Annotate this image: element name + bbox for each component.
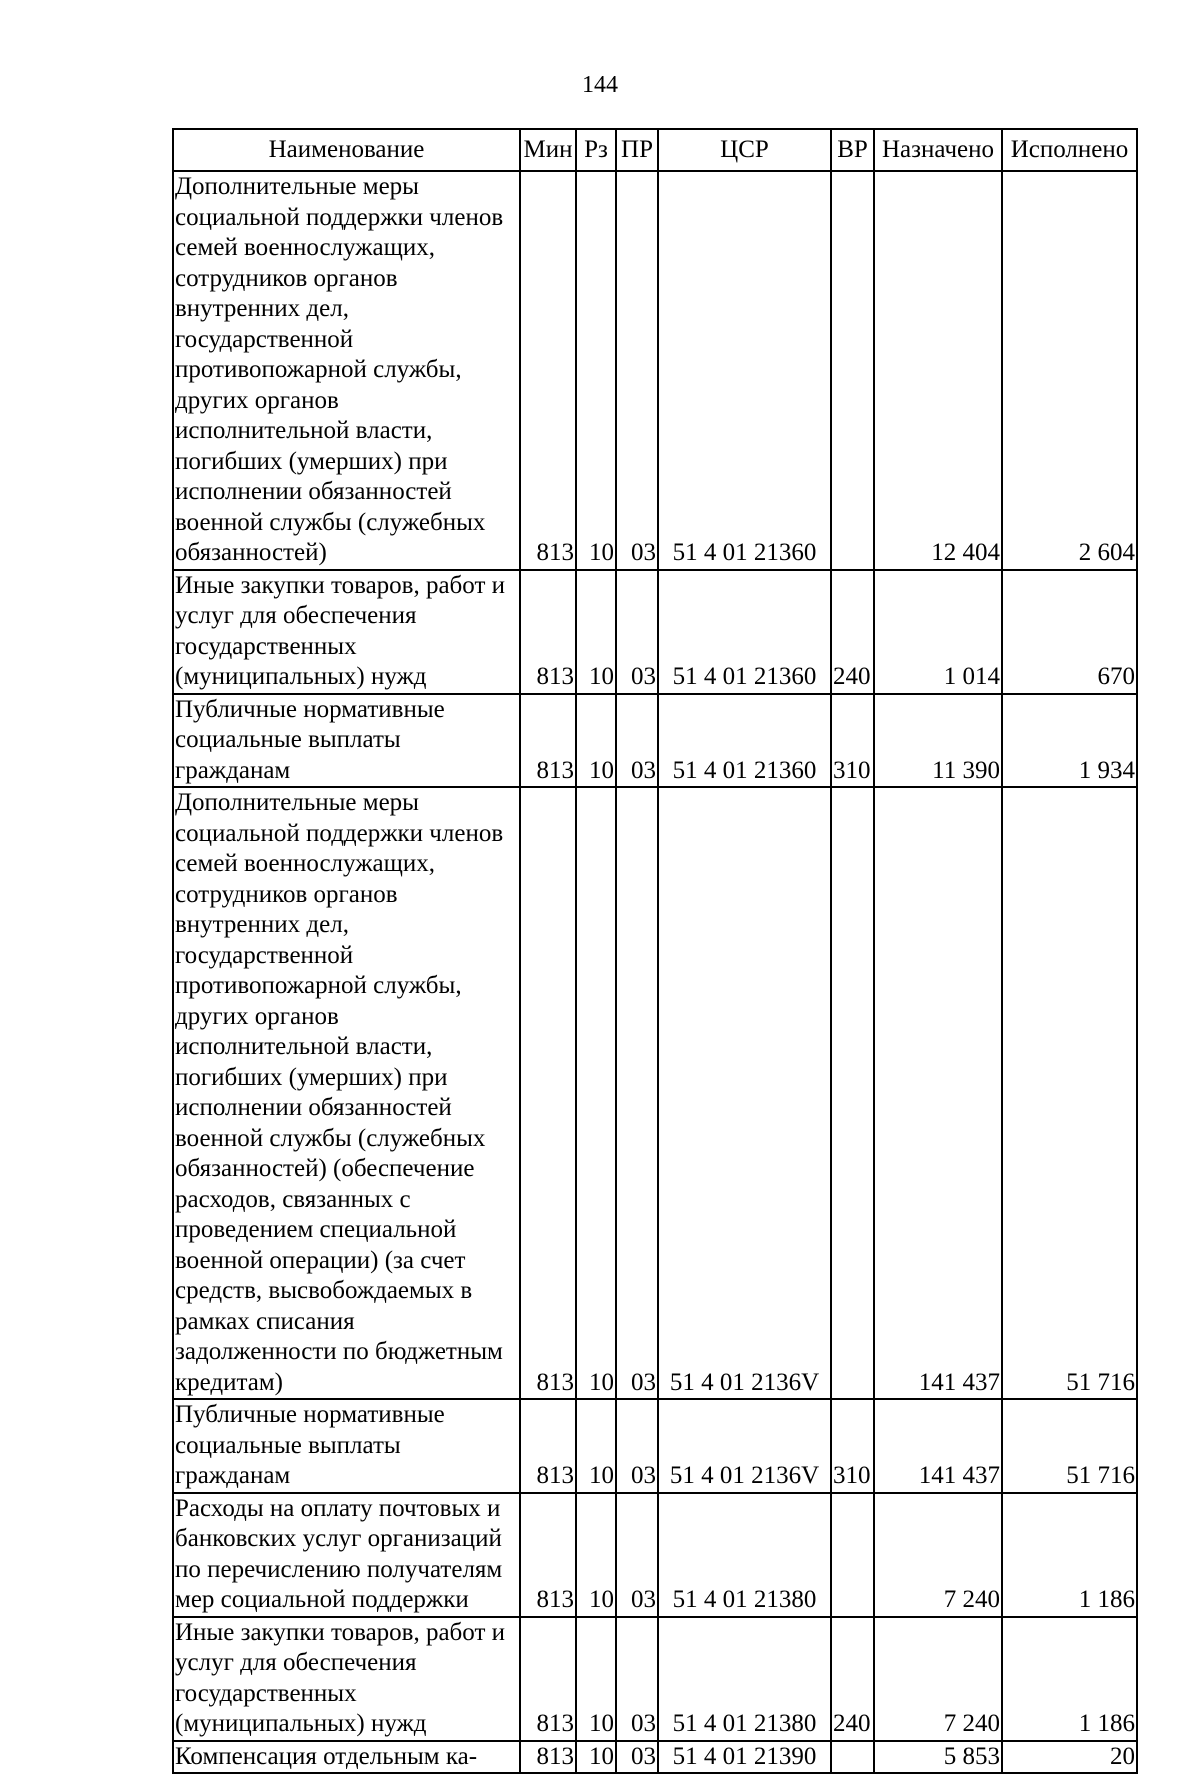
row-assigned: 1 014 (874, 570, 1002, 694)
header-min: Мин (520, 129, 576, 171)
row-assigned: 7 240 (874, 1493, 1002, 1617)
row-name: Публичные нормативные социальные выплаты гражданам (173, 1399, 520, 1493)
row-name: Компенсация отдельным ка- (173, 1741, 520, 1774)
header-assigned: Назначено (874, 129, 1002, 171)
row-executed: 1 186 (1002, 1493, 1137, 1617)
row-assigned: 141 437 (874, 787, 1002, 1399)
row-rz: 10 (576, 1741, 616, 1774)
row-rz: 10 (576, 171, 616, 570)
row-rz: 10 (576, 1399, 616, 1493)
header-vr: ВР (831, 129, 874, 171)
header-name: Наименование (173, 129, 520, 171)
row-name: Дополнительные меры социальной поддержки членов семей военнослужащих, сотрудников органов внутренних дел, государственной противопожарной службы, других органов исполнительной власти, погибших (умерших) при исполнении обязанностей военной службы (служебных обязанностей) (173, 171, 520, 570)
table-row (173, 1741, 1137, 1774)
row-name: Дополнительные меры социальной поддержки членов семей военнослужащих, сотрудников органов внутренних дел, государственной противопожарной службы, других органов исполнительной власти, погибших (умерших) при исполнении обязанностей военной службы (служебных обязанностей) (обеспечение расходов, связанных с проведением специальной военной операции) (за счет средств, высвобождаемых в рамках списания задолженности по бюджетным кредитам) (173, 787, 520, 1399)
row-min: 813 (520, 787, 576, 1399)
table-body (173, 171, 1137, 1773)
row-min: 813 (520, 1617, 576, 1741)
row-executed: 670 (1002, 570, 1137, 694)
row-pr: 03 (616, 1741, 658, 1774)
table-row (173, 570, 1137, 694)
row-pr: 03 (616, 1399, 658, 1493)
row-assigned: 12 404 (874, 171, 1002, 570)
table-row (173, 694, 1137, 788)
row-csr: 51 4 01 2136V (658, 787, 831, 1399)
row-name: Публичные нормативные социальные выплаты гражданам (173, 694, 520, 788)
row-executed: 2 604 (1002, 171, 1137, 570)
budget-table (172, 128, 1138, 1774)
row-name: Расходы на оплату почтовых и банковских услуг организаций по перечислению получателям мер социальной поддержки (173, 1493, 520, 1617)
row-rz: 10 (576, 570, 616, 694)
row-assigned: 141 437 (874, 1399, 1002, 1493)
table-row (173, 1617, 1137, 1741)
header-executed: Исполнено (1002, 129, 1137, 171)
row-min: 813 (520, 171, 576, 570)
row-csr: 51 4 01 21360 (658, 694, 831, 788)
header-row (173, 129, 1137, 171)
row-rz: 10 (576, 787, 616, 1399)
row-executed: 20 (1002, 1741, 1137, 1774)
page-number: 144 (582, 72, 618, 98)
row-min: 813 (520, 570, 576, 694)
row-vr (831, 787, 874, 1399)
row-executed: 1 186 (1002, 1617, 1137, 1741)
row-name: Иные закупки товаров, работ и услуг для обеспечения государственных (муниципальных) нужд (173, 570, 520, 694)
row-assigned: 5 853 (874, 1741, 1002, 1774)
row-pr: 03 (616, 694, 658, 788)
row-csr: 51 4 01 21380 (658, 1617, 831, 1741)
row-vr: 310 (831, 1399, 874, 1493)
row-vr: 310 (831, 694, 874, 788)
row-executed: 1 934 (1002, 694, 1137, 788)
row-min: 813 (520, 1493, 576, 1617)
row-vr (831, 171, 874, 570)
row-pr: 03 (616, 570, 658, 694)
row-name: Иные закупки товаров, работ и услуг для обеспечения государственных (муниципальных) нужд (173, 1617, 520, 1741)
row-pr: 03 (616, 787, 658, 1399)
row-csr: 51 4 01 21380 (658, 1493, 831, 1617)
row-min: 813 (520, 694, 576, 788)
header-rz: Рз (576, 129, 616, 171)
header-pr: ПР (616, 129, 658, 171)
row-pr: 03 (616, 171, 658, 570)
row-rz: 10 (576, 1493, 616, 1617)
table-row (173, 1399, 1137, 1493)
row-assigned: 11 390 (874, 694, 1002, 788)
row-assigned: 7 240 (874, 1617, 1002, 1741)
table-row (173, 171, 1137, 570)
row-executed: 51 716 (1002, 1399, 1137, 1493)
header-csr: ЦСР (658, 129, 831, 171)
row-rz: 10 (576, 1617, 616, 1741)
table-row (173, 787, 1137, 1399)
row-rz: 10 (576, 694, 616, 788)
row-csr: 51 4 01 21360 (658, 570, 831, 694)
row-vr (831, 1741, 874, 1774)
row-csr: 51 4 01 21360 (658, 171, 831, 570)
row-vr: 240 (831, 1617, 874, 1741)
row-min: 813 (520, 1399, 576, 1493)
row-pr: 03 (616, 1493, 658, 1617)
row-csr: 51 4 01 21390 (658, 1741, 831, 1774)
row-vr (831, 1493, 874, 1617)
row-pr: 03 (616, 1617, 658, 1741)
row-executed: 51 716 (1002, 787, 1137, 1399)
row-csr: 51 4 01 2136V (658, 1399, 831, 1493)
table-row (173, 1493, 1137, 1617)
row-min: 813 (520, 1741, 576, 1774)
row-vr: 240 (831, 570, 874, 694)
